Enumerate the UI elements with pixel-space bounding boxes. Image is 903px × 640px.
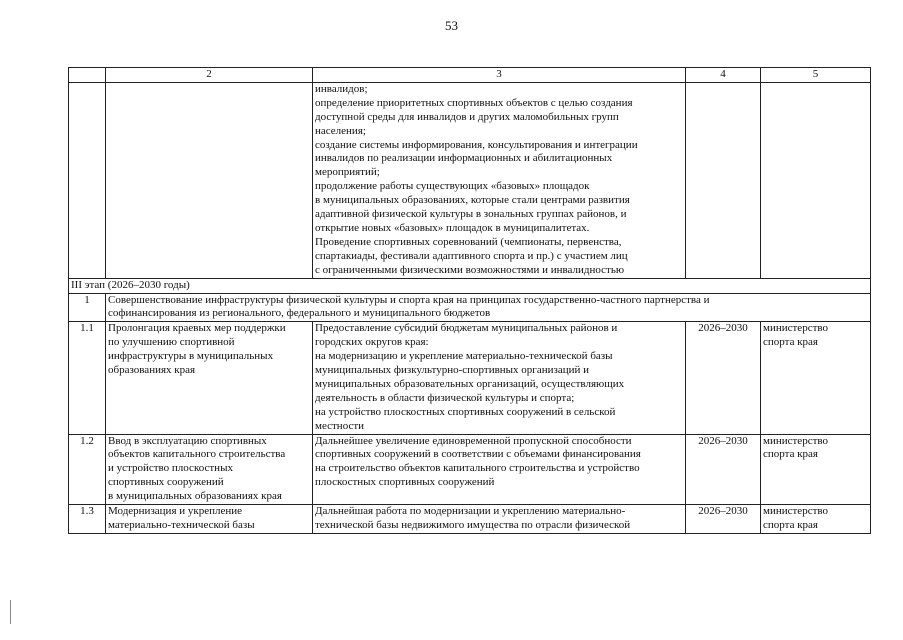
text-line: открытие новых «базовых» площадок в муниципалитетах. xyxy=(315,221,590,234)
text-line: мероприятий; xyxy=(315,166,380,179)
text-line: объектов капитального строительства xyxy=(108,448,286,461)
cell-num: 1.2 xyxy=(69,434,106,505)
text-line: Дальнейшее увеличение единовременной пропускной способности xyxy=(315,434,632,447)
text-line: муниципальных образовательных организаций, осуществляющих xyxy=(315,377,625,390)
header-col-3: 3 xyxy=(313,68,686,83)
section-title xyxy=(106,293,871,322)
text-line: адаптивной физической культуры в зональных группах районов, и xyxy=(315,208,627,221)
text-line: министерство xyxy=(763,434,829,447)
text-line: инфраструктуры в муниципальных xyxy=(108,350,274,363)
cell-description xyxy=(313,82,686,278)
text-line: спортивных сооружений в соответствии с объемами финансирования xyxy=(315,448,641,461)
header-col-4: 4 xyxy=(686,68,761,83)
stage-title: III этап (2026–2030 годы) xyxy=(69,278,871,293)
text-line: образованиях края xyxy=(108,364,196,377)
measures-table xyxy=(68,67,871,534)
table-row-1-3 xyxy=(69,505,871,534)
cell-name xyxy=(106,82,313,278)
cell-period xyxy=(686,82,761,278)
text-line: спортивных сооружений xyxy=(108,476,224,489)
text-line: деятельность в области физической культуры и спорта; xyxy=(315,391,575,404)
text-line: Ввод в эксплуатацию спортивных xyxy=(108,434,267,447)
cell-description xyxy=(313,434,686,505)
header-col-1 xyxy=(69,68,106,83)
text-line: министерство xyxy=(763,505,829,518)
text-line: инвалидов по реализации информационных и абилитационных xyxy=(315,152,613,165)
text-line: спорта края xyxy=(763,519,818,531)
text-line: населения; xyxy=(315,124,366,137)
text-line: Пролонгация краевых мер поддержки xyxy=(108,322,286,335)
table-row-1-2 xyxy=(69,434,871,505)
cell-responsible xyxy=(761,434,871,505)
text-line: технической базы недвижимого имущества по отрасли физической xyxy=(315,519,631,531)
text-line: и устройство плоскостных xyxy=(108,462,233,475)
header-col-5: 5 xyxy=(761,68,871,83)
table-header-row xyxy=(69,68,871,83)
stage-row xyxy=(69,278,871,293)
header-col-2: 2 xyxy=(106,68,313,83)
cell-description xyxy=(313,322,686,434)
cell-responsible xyxy=(761,322,871,434)
section-row xyxy=(69,293,871,322)
page-number: 53 xyxy=(445,18,458,33)
text-line: Предоставление субсидий бюджетам муниципальных районов и xyxy=(315,322,618,335)
scan-margin-mark xyxy=(10,600,11,624)
text-line: с ограниченными физическими возможностями и инвалидностью xyxy=(315,263,625,276)
cell-period: 2026–2030 xyxy=(686,505,761,534)
cell-responsible xyxy=(761,505,871,534)
text-line: плоскостных спортивных сооружений xyxy=(315,476,495,489)
cell-description xyxy=(313,505,686,534)
cell-period: 2026–2030 xyxy=(686,322,761,434)
text-line: создание системы информирования, консультирования и интеграции xyxy=(315,138,638,151)
text-line: на устройство плоскостных спортивных сооружений в сельской xyxy=(315,405,616,418)
table-row-continuation xyxy=(69,82,871,278)
text-line: Проведение спортивных соревнований (чемпионаты, первенства, xyxy=(315,235,622,248)
text-line: в муниципальных образованиях, которые стали центрами развития xyxy=(315,194,630,207)
cell-period: 2026–2030 xyxy=(686,434,761,505)
text-line: доступной среды для инвалидов и других маломобильных групп xyxy=(315,110,619,123)
cell-num xyxy=(69,82,106,278)
text-line: в муниципальных образованиях края xyxy=(108,490,282,503)
text-line: материально-технической базы xyxy=(108,519,255,531)
text-line: Модернизация и укрепление xyxy=(108,505,243,518)
cell-name xyxy=(106,505,313,534)
text-line: на модернизацию и укрепление материально-технической базы xyxy=(315,350,613,363)
text-line: министерство xyxy=(763,322,829,335)
cell-name xyxy=(106,322,313,434)
text-line: Дальнейшая работа по модернизации и укреплению материально- xyxy=(315,505,626,518)
text-line: продолжение работы существующих «базовых» площадок xyxy=(315,180,590,193)
cell-responsible xyxy=(761,82,871,278)
cell-num: 1.3 xyxy=(69,505,106,534)
text-line: спорта края xyxy=(763,336,818,349)
text-line: спартакиады, фестивали адаптивного спорта и пр.) с участием лиц xyxy=(315,249,628,262)
text-line: определение приоритетных спортивных объектов с целью создания xyxy=(315,96,633,109)
text-line: муниципальных физкультурно-спортивных организаций и xyxy=(315,364,590,377)
text-line: инвалидов; xyxy=(315,82,368,95)
text-line: спорта края xyxy=(763,448,818,461)
text-line: местности xyxy=(315,419,365,432)
table-row-1-1 xyxy=(69,322,871,434)
text-line: на строительство объектов капитального строительства и устройство xyxy=(315,462,640,475)
text-line: Совершенствование инфраструктуры физической культуры и спорта края на принципах государственно-частного партнерства и xyxy=(108,293,710,306)
cell-num: 1.1 xyxy=(69,322,106,434)
section-number: 1 xyxy=(69,293,106,322)
text-line: софинансирования из регионального, федерального и муниципального бюджетов xyxy=(108,307,491,320)
cell-name xyxy=(106,434,313,505)
text-line: по улучшению спортивной xyxy=(108,336,235,349)
text-line: городских округов края: xyxy=(315,336,429,349)
